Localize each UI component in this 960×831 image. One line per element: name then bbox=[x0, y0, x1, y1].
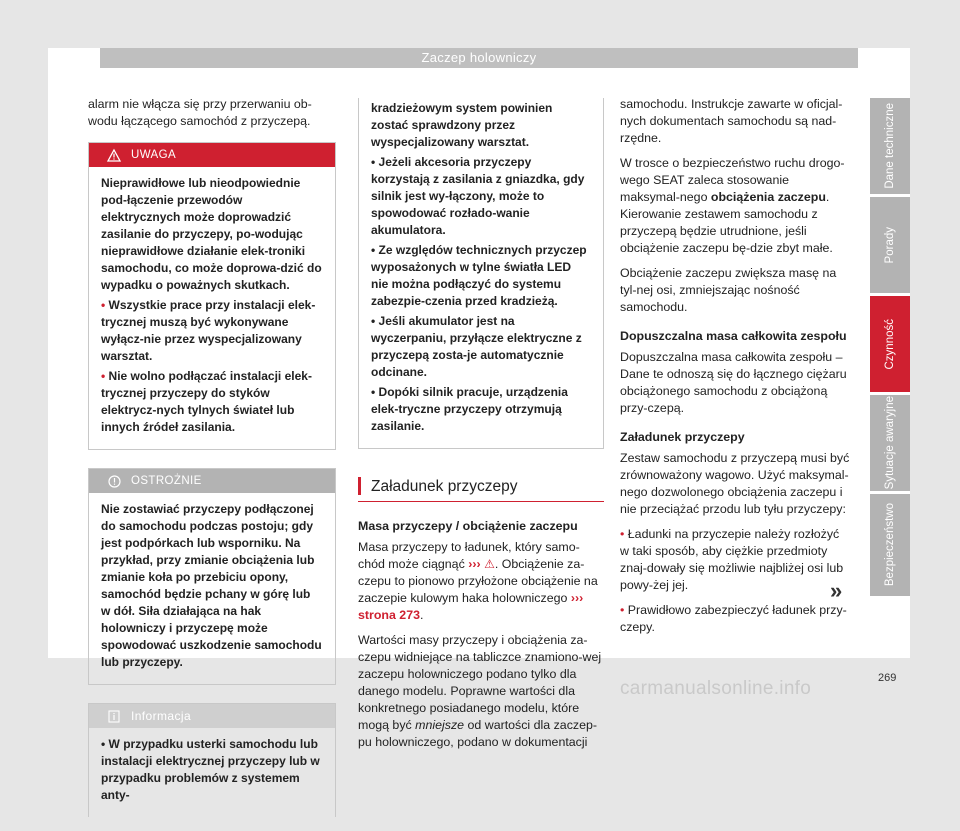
warning-box-header bbox=[89, 143, 335, 167]
tab-bezpieczenstwo[interactable]: Bezpieczeństwo bbox=[870, 494, 910, 596]
caution-title: OSTROŻNIE bbox=[131, 474, 202, 487]
info-bullet bbox=[371, 384, 591, 435]
page-header: Zaczep holowniczy bbox=[100, 48, 858, 68]
page-number: 269 bbox=[878, 672, 897, 684]
list-item: • Ładunki na przyczepie należy rozłożyć w taki sposób, aby ciężkie przedmioty znaj-dowały się możliwie najbliżej osi lub powy-żej jej. bbox=[620, 527, 844, 592]
watermark: carmanualsonline.info bbox=[620, 678, 812, 699]
paragraph: W trosce o bezpieczeństwo ruchu drogo-wego SEAT zaleca stosowanie maksymal-nego obciążenia zaczepu. Kierowanie zestawem samochodu z przyczepą będzie utrudnione, jeśli obciążenie zaczepu bę-dzie zbyt małe. bbox=[620, 156, 845, 255]
bullet-icon: • bbox=[371, 243, 379, 257]
column-2 bbox=[358, 98, 604, 759]
subheading: Masa przyczepy / obciążenie zaczepu bbox=[358, 519, 578, 533]
info-bullet bbox=[371, 154, 591, 239]
warning-triangle-icon bbox=[105, 149, 123, 162]
tab-porady[interactable]: Porady bbox=[870, 197, 910, 293]
tab-czynnosc[interactable]: Czynność bbox=[870, 296, 910, 392]
paragraph: samochodu. Instrukcje zawarte w oficjal-nych dokumentach samochodu są nad-rzędne. bbox=[620, 97, 843, 145]
warning-bullet-text: Nie wolno podłączać instalacji elek-trycznej przyczepy do styków elektrycz-nych tylnych świateł lub innych źródeł zasilania. bbox=[101, 369, 312, 434]
info-bullet-text: Jeśli akumulator jest na wyczerpaniu, przyłącze elektryczne z przyczepą zosta-je automatycznie odcinane. bbox=[371, 314, 582, 379]
info-continued-text: kradzieżowym system powinien zostać sprawdzony przez wyspecjalizowany warsztat. bbox=[371, 101, 553, 149]
info-box bbox=[88, 703, 336, 817]
paragraph-towing-mass: Masa przyczepy to ładunek, który samo-chód może ciągnąć ››› ⚠. Obciążenie za-czepu to pionowo przyłożone obciążenie na zaczepie kulowym haka holowniczego ››› strona 273. bbox=[358, 540, 598, 622]
warning-paragraph: Nieprawidłowe lub nieodpowiednie pod-łączenie przewodów elektrycznych może doprowadzić zasilanie do przyczepy, po-wodując nieprawidłowe działanie elek-troniki samochodu, co może doprowa-dzić do wypadku o poważnych skutkach. bbox=[101, 176, 322, 292]
info-title: Informacja bbox=[131, 708, 192, 723]
info-body bbox=[89, 728, 335, 817]
tab-dane-techniczne[interactable]: Dane techniczne bbox=[870, 98, 910, 194]
paragraph: Obciążenie zaczepu zwiększa masę na tyl-nej osi, zmniejszając nośność samochodu. bbox=[620, 266, 837, 314]
list-item: • Prawidłowo zabezpieczyć ładunek przy-czepy. bbox=[620, 603, 847, 634]
info-box-header bbox=[89, 704, 335, 728]
page-link[interactable]: ››› strona 273 bbox=[358, 591, 584, 622]
section-title-text: Załadunek przyczepy bbox=[371, 477, 518, 495]
caution-box-header bbox=[89, 469, 335, 493]
info-bullet bbox=[371, 242, 591, 310]
subheading: Załadunek przyczepy bbox=[620, 430, 745, 444]
warning-bullet bbox=[101, 368, 323, 436]
paragraph: Zestaw samochodu z przyczepą musi być zrównoważony wagowo. Użyć maksymal-nego dozwolonego obciążenia zaczepu i nie przeciążać przodu lub tyłu przyczepy: bbox=[620, 451, 850, 516]
bullet-icon: • bbox=[101, 737, 109, 751]
column-3 bbox=[620, 96, 850, 644]
section-heading bbox=[358, 463, 604, 502]
subheading: Dopuszczalna masa całkowita zespołu bbox=[620, 329, 847, 343]
section-marker bbox=[358, 477, 361, 495]
caution-box bbox=[88, 468, 336, 685]
warning-triangle-icon: ⚠ bbox=[484, 557, 495, 571]
bullet-icon: • bbox=[371, 155, 379, 169]
cross-ref-arrow[interactable]: ››› bbox=[468, 557, 481, 571]
paragraph-values: Wartości masy przyczepy i obciążenia za-czepu widniejące na tabliczce znamiono-wej zaczepu holowniczego podano tylko dla danego modelu. Poprawne wartości dla konkretnego posiadanego modelu, które mogą być mniejsze od wartości dla zaczep-pu holowniczego, podano w dokumentacji bbox=[358, 633, 602, 749]
bullet-icon: • bbox=[101, 369, 109, 383]
info-bullet bbox=[101, 736, 323, 804]
warning-bullet bbox=[101, 297, 323, 365]
info-box-continued bbox=[358, 98, 604, 449]
paragraph: Dopuszczalna masa całkowita zespołu – Dane te odnoszą się do łącznego ciężaru obciążonego samochodu z obciążoną przy-czepą. bbox=[620, 350, 847, 415]
continue-mark: » bbox=[830, 578, 843, 603]
warning-title: UWAGA bbox=[131, 148, 177, 161]
info-bullet-text: Jeżeli akcesoria przyczepy korzystają z zasilania z gniazdka, gdy silnik jest wy-łączony, może to spowodować rozłado-wanie akumulatora. bbox=[371, 155, 585, 237]
info-icon bbox=[105, 710, 123, 723]
info-bullet-text: Ze względów technicznych przyczep wyposażonych w tylne światła LED nie można podłączyć do systemu zabezpie-czenia przed kradzieżą. bbox=[371, 243, 587, 308]
warning-box bbox=[88, 142, 336, 450]
warning-bullet-text: Wszystkie prace przy instalacji elek-trycznej muszą być wykonywane wyłącz-nie przez wyspecjalizowany warsztat. bbox=[101, 298, 316, 363]
bullet-icon: • bbox=[371, 314, 379, 328]
bullet-icon: • bbox=[620, 603, 628, 617]
info-text: W przypadku usterki samochodu lub instalacji elektrycznej przyczepy lub w przypadku problemów z systemem anty- bbox=[101, 737, 320, 802]
caution-text: Nie zostawiać przyczepy podłączonej do samochodu podczas postoju; gdy jest podpórkach lub wsporniku. Na przykład, przy zmianie obciążenia lub zmianie koła po przebiciu opony, samochód będzie pchany w górę lub w dół. Siła działająca na hak holowniczy i przyczepę może spowodować uszkodzenie samochodu lub przyczepy. bbox=[101, 502, 322, 669]
bullet-icon: • bbox=[371, 385, 379, 399]
intro-paragraph: alarm nie włącza się przy przerwaniu ob-wodu łączącego samochód z przyczepą. bbox=[88, 97, 312, 128]
chapter-tabs bbox=[870, 98, 910, 599]
bullet-icon: • bbox=[101, 298, 109, 312]
info-bullet-text: Dopóki silnik pracuje, urządzenia elek-tryczne przyczepy otrzymują zasilanie. bbox=[371, 385, 568, 433]
info-continued-body bbox=[359, 98, 603, 448]
tab-sytuacje-awaryjne[interactable]: Sytuacje awaryjne bbox=[870, 395, 910, 491]
caution-body bbox=[89, 493, 335, 684]
exclamation-circle-icon bbox=[105, 475, 123, 488]
info-bullet bbox=[371, 313, 591, 381]
column-1 bbox=[88, 96, 336, 831]
bullet-icon: • bbox=[620, 527, 628, 541]
warning-body bbox=[89, 167, 335, 449]
